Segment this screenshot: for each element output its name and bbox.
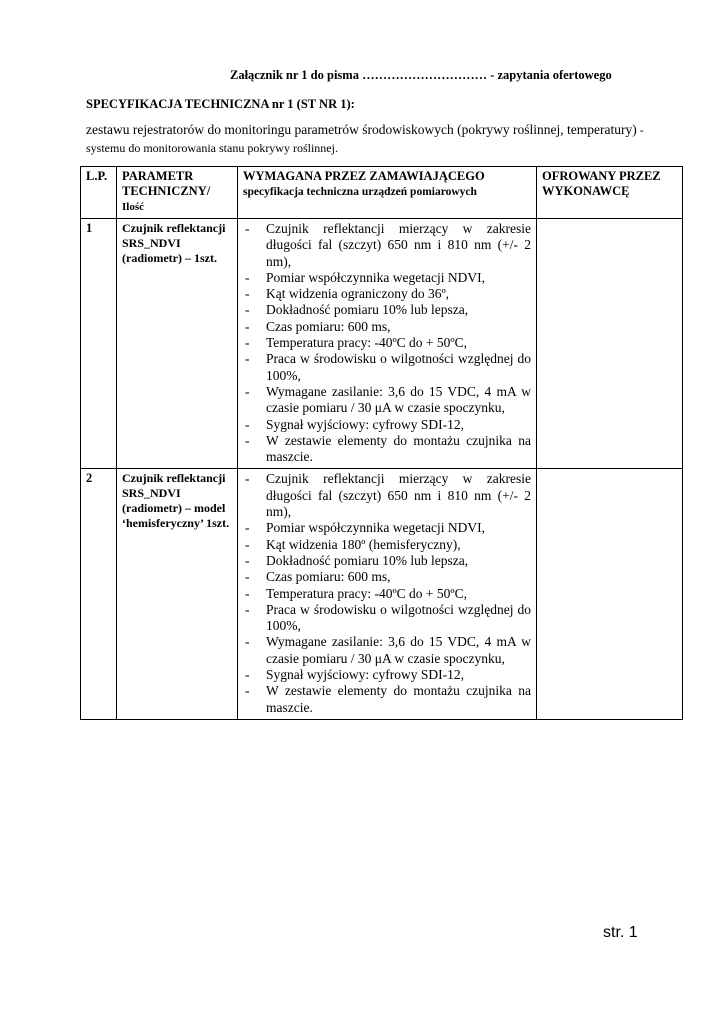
- list-dash: -: [245, 601, 250, 617]
- intro-main: zestawu rejestratorów do monitoringu parametrów środowiskowych (pokrywy roślinnej, temperatury): [86, 122, 637, 137]
- requirement-item: [243, 634, 531, 667]
- list-dash: -: [245, 667, 250, 683]
- requirement-item: [243, 351, 531, 384]
- requirement-item: [243, 537, 531, 553]
- list-dash: -: [245, 432, 250, 448]
- header-lp: L.P.: [81, 167, 117, 219]
- row-offered: [537, 469, 683, 719]
- requirement-text: Temperatura pracy: -40ºC do + 50ºC,: [266, 335, 467, 351]
- requirement-item: [243, 602, 531, 635]
- list-dash: -: [245, 585, 250, 601]
- header-param-qty: Ilość: [122, 201, 144, 213]
- list-dash: -: [245, 318, 250, 334]
- requirement-text: Pomiar współczynnika wegetacji NDVI,: [266, 520, 485, 536]
- list-dash: -: [245, 634, 250, 650]
- requirement-item: [243, 553, 531, 569]
- requirement-text: Kąt widzenia ograniczony do 36º,: [266, 286, 450, 302]
- spec-title: SPECYFIKACJA TECHNICZNA nr 1 (ST NR 1):: [86, 97, 355, 111]
- requirement-item: [243, 433, 531, 466]
- requirement-text: Dokładność pomiaru 10% lub lepsza,: [266, 302, 469, 318]
- page-number: str. 1: [603, 924, 638, 941]
- list-dash: -: [245, 383, 250, 399]
- header-req-sub: specyfikacja techniczna urządzeń pomiarowych: [243, 186, 477, 198]
- requirement-item: [243, 384, 531, 417]
- requirement-item: [243, 417, 531, 433]
- row-requirements: [238, 469, 537, 719]
- requirement-text: Wymagane zasilanie: 3,6 do 15 VDC, 4 mA w czasie pomiaru / 30 μA w czasie spoczynku,: [266, 634, 531, 666]
- requirement-item: [243, 302, 531, 318]
- intro-paragraph: [86, 121, 686, 157]
- list-dash: -: [245, 552, 250, 568]
- requirements-list: [243, 221, 531, 465]
- requirement-text: Kąt widzenia 180º (hemisferyczny),: [266, 536, 461, 552]
- header-row: [81, 167, 683, 219]
- list-dash: -: [245, 683, 250, 699]
- requirement-text: Wymagane zasilanie: 3,6 do 15 VDC, 4 mA w czasie pomiaru / 30 μA w czasie spoczynku,: [266, 383, 531, 416]
- list-dash: -: [245, 335, 250, 351]
- requirement-item: [243, 569, 531, 585]
- requirement-text: Czas pomiaru: 600 ms,: [266, 569, 391, 585]
- table-row: [81, 469, 683, 719]
- list-dash: -: [245, 569, 250, 585]
- list-dash: -: [245, 221, 250, 236]
- requirement-item: [243, 319, 531, 335]
- list-dash: -: [245, 302, 250, 318]
- requirement-text: Dokładność pomiaru 10% lub lepsza,: [266, 552, 469, 568]
- attachment-reference: Załącznik nr 1 do pisma ………………………… - zapytania ofertowego: [230, 68, 612, 82]
- requirement-item: [243, 471, 531, 520]
- requirement-item: [243, 520, 531, 536]
- requirement-text: Czujnik reflektancji mierzący w zakresie długości fal (szczyt) 650 nm i 810 nm (+/- 2 nm),: [266, 471, 531, 520]
- requirement-item: [243, 683, 531, 716]
- row-parameter: Czujnik reflektancji SRS_NDVI (radiometr) – model ‘hemisferyczny’ 1szt.: [117, 469, 238, 719]
- requirement-text: Sygnał wyjściowy: cyfrowy SDI-12,: [266, 416, 464, 432]
- header-param-label: PARAMETR TECHNICZNY/: [122, 169, 211, 198]
- requirement-text: Praca w środowisku o wilgotności względnej do 100%,: [266, 601, 531, 634]
- table-row: [81, 219, 683, 469]
- list-dash: -: [245, 536, 250, 552]
- row-number: 1: [81, 219, 117, 469]
- requirement-text: Czas pomiaru: 600 ms,: [266, 318, 391, 334]
- list-dash: -: [245, 286, 250, 302]
- list-dash: -: [245, 471, 250, 487]
- list-dash: -: [245, 416, 250, 432]
- requirement-item: [243, 586, 531, 602]
- requirement-item: [243, 335, 531, 351]
- requirement-text: W zestawie elementy do montażu czujnika na maszcie.: [266, 683, 531, 715]
- row-parameter: Czujnik reflektancji SRS_NDVI (radiometr) – 1szt.: [117, 219, 238, 469]
- requirement-text: Praca w środowisku o wilgotności względnej do 100%,: [266, 351, 531, 383]
- requirement-text: W zestawie elementy do montażu czujnika na maszcie.: [266, 432, 531, 465]
- requirement-text: Sygnał wyjściowy: cyfrowy SDI-12,: [266, 667, 464, 683]
- row-offered: [537, 219, 683, 469]
- requirement-item: [243, 667, 531, 683]
- requirement-item: [243, 270, 531, 286]
- header-req-title: WYMAGANA PRZEZ ZAMAWIAJĄCEGO: [243, 169, 485, 183]
- header-param: [117, 167, 238, 219]
- row-number: 2: [81, 469, 117, 719]
- requirement-item: [243, 286, 531, 302]
- requirement-item: [243, 221, 531, 270]
- header-requirements: [238, 167, 537, 219]
- header-offered: OFROWANY PRZEZ WYKONAWCĘ: [537, 167, 683, 219]
- intro-sub: - systemu do monitorowania stanu pokrywy roślinnej.: [86, 123, 644, 155]
- row-requirements: [238, 219, 537, 469]
- requirements-list: [243, 471, 531, 715]
- requirement-text: Temperatura pracy: -40ºC do + 50ºC,: [266, 585, 467, 601]
- requirement-text: Czujnik reflektancji mierzący w zakresie długości fal (szczyt) 650 nm i 810 nm (+/- 2 nm),: [266, 221, 531, 269]
- list-dash: -: [245, 520, 250, 536]
- spec-table: [80, 166, 683, 720]
- list-dash: -: [245, 351, 250, 367]
- requirement-text: Pomiar współczynnika wegetacji NDVI,: [266, 269, 485, 285]
- list-dash: -: [245, 269, 250, 285]
